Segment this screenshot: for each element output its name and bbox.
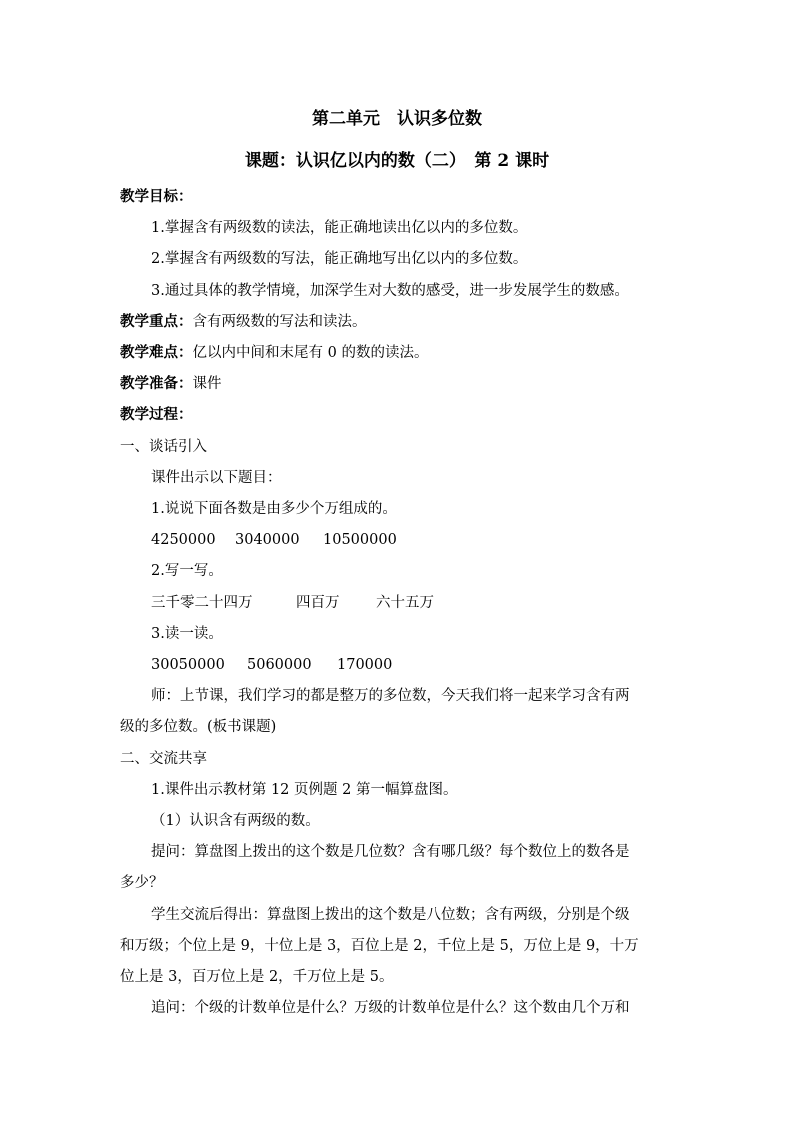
number-item: 10500000 bbox=[323, 532, 397, 548]
s2-follow-up: 追问：个级的计数单位是什么？万级的计数单位是什么？这个数由几个万和 bbox=[151, 1000, 630, 1016]
number-item: 170000 bbox=[337, 657, 393, 673]
lesson-title: 课题：认识亿以内的数（二） 第 2 课时 bbox=[244, 151, 550, 171]
key-points-label: 教学重点： bbox=[120, 313, 193, 330]
word-item: 三千零二十四万 bbox=[151, 595, 253, 611]
number-item: 4250000 bbox=[151, 532, 216, 548]
s2-ask-line-2: 多少？ bbox=[120, 875, 164, 891]
number-item: 30050000 bbox=[151, 657, 225, 673]
s1-question-2-words bbox=[0, 593, 794, 613]
preparation bbox=[0, 374, 794, 394]
key-points bbox=[0, 312, 794, 332]
s2-answer-line-2: 和万级；个位上是 9，十位上是 3，百位上是 2，千位上是 5，万位上是 9，十万 bbox=[120, 938, 639, 954]
objective-1: 1.掌握含有两级数的读法，能正确地读出亿以内的多位数。 bbox=[151, 220, 528, 236]
s2-paragraph-2: （1）认识含有两级的数。 bbox=[151, 813, 320, 829]
key-points-text: 含有两级数的写法和读法。 bbox=[192, 314, 367, 330]
s2-answer-line-3: 位上是 3，百万位上是 2，千万位上是 5。 bbox=[120, 969, 394, 985]
s1-question-3: 3.读一读。 bbox=[151, 626, 223, 642]
s1-teacher-line-2: 级的多位数。(板书课题) bbox=[120, 719, 277, 735]
section-2-title: 二、交流共享 bbox=[120, 751, 207, 767]
s1-intro: 课件出示以下题目： bbox=[151, 470, 282, 486]
process-heading: 教学过程： bbox=[120, 406, 193, 423]
s1-question-3-numbers bbox=[0, 655, 794, 675]
unit-title: 第二单元 认识多位数 bbox=[312, 109, 482, 129]
s2-answer-line-1: 学生交流后得出：算盘图上拨出的这个数是八位数；含有两级，分别是个级 bbox=[151, 907, 630, 923]
objective-2: 2.掌握含有两级数的写法，能正确地写出亿以内的多位数。 bbox=[151, 251, 528, 267]
s2-ask-line-1: 提问：算盘图上拨出的这个数是几位数？含有哪几级？每个数位上的数各是 bbox=[151, 844, 630, 860]
section-1-title: 一、谈话引入 bbox=[120, 439, 207, 455]
prep-label: 教学准备： bbox=[120, 375, 193, 392]
objective-3: 3.通过具体的教学情境，加深学生对大数的感受，进一步发展学生的数感。 bbox=[151, 283, 629, 299]
s1-question-1: 1.说说下面各数是由多少个万组成的。 bbox=[151, 501, 397, 517]
prep-text: 课件 bbox=[192, 376, 222, 392]
number-item: 3040000 bbox=[235, 532, 300, 548]
word-item: 六十五万 bbox=[376, 595, 434, 611]
objectives-heading: 教学目标： bbox=[120, 188, 193, 205]
word-item: 四百万 bbox=[296, 595, 340, 611]
difficulty-text: 亿以内中间和末尾有 0 的数的读法。 bbox=[192, 345, 429, 361]
s1-question-2: 2.写一写。 bbox=[151, 563, 223, 579]
s2-paragraph-1: 1.课件出示教材第 12 页例题 2 第一幅算盘图。 bbox=[151, 782, 458, 798]
difficulty-label: 教学难点： bbox=[120, 344, 193, 361]
number-item: 5060000 bbox=[247, 657, 312, 673]
difficulty bbox=[0, 343, 794, 363]
s1-question-1-numbers bbox=[0, 530, 794, 550]
s1-teacher-line-1: 师：上节课，我们学习的都是整万的多位数，今天我们将一起来学习含有两 bbox=[151, 688, 630, 704]
